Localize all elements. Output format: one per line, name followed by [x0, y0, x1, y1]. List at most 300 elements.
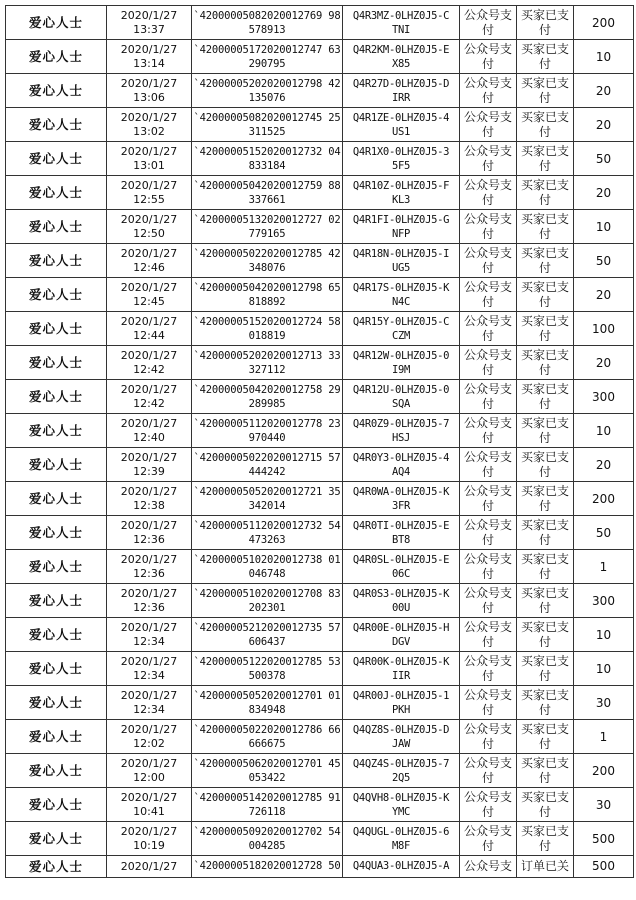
order-id-cell — [343, 652, 460, 686]
channel-cell — [460, 822, 517, 856]
time-text: 12:40 — [133, 430, 165, 444]
order-id-line1: Q4R0TI-0LHZ0J5-E — [352, 519, 450, 532]
channel-cell — [460, 482, 517, 516]
status-cell — [517, 414, 574, 448]
table-row — [6, 108, 634, 142]
date-text: 2020/1/27 — [120, 790, 178, 804]
amount-cell: 200 — [574, 6, 634, 40]
table-row — [6, 40, 634, 74]
channel-line2: 付 — [481, 22, 494, 37]
transaction-id-cell: `42000005182020012728 50 — [192, 856, 343, 878]
time-text: 12:55 — [133, 192, 165, 206]
order-id-line2: NFP — [391, 227, 411, 240]
channel-cell — [460, 448, 517, 482]
channel-line2: 付 — [481, 260, 494, 275]
transaction-id-line1: `42000005202020012798 42 — [193, 77, 341, 90]
order-id-line1: Q4QZ8S-0LHZ0J5-D — [352, 723, 450, 736]
status-cell — [517, 40, 574, 74]
donor-cell: 爱心人士 — [6, 312, 107, 346]
table-row — [6, 516, 634, 550]
amount-cell: 500 — [574, 856, 634, 878]
amount-cell: 30 — [574, 686, 634, 720]
table-row — [6, 550, 634, 584]
channel-line1: 公众号支 — [463, 347, 512, 362]
transaction-id-cell — [192, 584, 343, 618]
amount-cell: 200 — [574, 482, 634, 516]
status-line2: 付 — [538, 668, 551, 683]
order-id-line2: 00U — [391, 601, 411, 614]
status-line1: 买家已支 — [520, 279, 569, 294]
table-row — [6, 6, 634, 40]
transaction-id-line2: 018819 — [248, 329, 286, 342]
time-text: 12:00 — [133, 770, 165, 784]
status-cell — [517, 516, 574, 550]
status-cell — [517, 278, 574, 312]
channel-line1: 公众号支 — [463, 7, 512, 22]
transaction-id-line2: 289985 — [248, 397, 286, 410]
channel-cell — [460, 142, 517, 176]
status-line2: 付 — [538, 600, 551, 615]
order-id-cell — [343, 414, 460, 448]
transaction-id-line2: 500378 — [248, 669, 286, 682]
channel-line2: 付 — [481, 124, 494, 139]
channel-cell — [460, 176, 517, 210]
transaction-id-line2: 779165 — [248, 227, 286, 240]
donor-cell: 爱心人士 — [6, 346, 107, 380]
amount-cell: 300 — [574, 584, 634, 618]
order-id-line1: Q4QVH8-0LHZ0J5-K — [352, 791, 450, 804]
date-text: 2020/1/27 — [120, 552, 178, 566]
order-id-line1: Q4R2KM-0LHZ0J5-E — [352, 43, 450, 56]
channel-line2: 付 — [481, 328, 494, 343]
order-id-cell — [343, 618, 460, 652]
status-cell — [517, 380, 574, 414]
order-id-cell — [343, 244, 460, 278]
channel-cell — [460, 720, 517, 754]
donor-cell: 爱心人士 — [6, 618, 107, 652]
status-line1: 买家已支 — [520, 347, 569, 362]
order-id-line1: Q4R1X0-0LHZ0J5-3 — [352, 145, 450, 158]
status-line1: 买家已支 — [520, 687, 569, 702]
channel-cell — [460, 584, 517, 618]
channel-line1: 公众号支 — [463, 415, 512, 430]
order-id-cell — [343, 278, 460, 312]
amount-cell: 500 — [574, 822, 634, 856]
status-line1: 买家已支 — [520, 585, 569, 600]
status-line2: 付 — [538, 260, 551, 275]
order-id-cell — [343, 550, 460, 584]
transaction-id-line2: 818892 — [248, 295, 286, 308]
time-text: 12:36 — [133, 566, 165, 580]
transaction-id-line2: 606437 — [248, 635, 286, 648]
amount-cell: 10 — [574, 210, 634, 244]
time-text: 13:14 — [133, 56, 165, 70]
datetime-cell — [107, 244, 192, 278]
channel-cell — [460, 6, 517, 40]
status-cell — [517, 686, 574, 720]
datetime-cell — [107, 686, 192, 720]
amount-cell: 1 — [574, 550, 634, 584]
donor-cell: 爱心人士 — [6, 652, 107, 686]
donor-cell: 爱心人士 — [6, 6, 107, 40]
transaction-id-cell — [192, 346, 343, 380]
status-line2: 付 — [538, 498, 551, 513]
order-id-line1: Q4R3MZ-0LHZ0J5-C — [352, 9, 450, 22]
channel-cell — [460, 40, 517, 74]
transaction-id-cell — [192, 516, 343, 550]
channel-line2: 付 — [481, 566, 494, 581]
status-line1: 买家已支 — [520, 653, 569, 668]
transaction-id-line1: `42000005172020012747 63 — [193, 43, 341, 56]
table-row — [6, 448, 634, 482]
amount-cell: 20 — [574, 448, 634, 482]
donor-cell: 爱心人士 — [6, 448, 107, 482]
channel-cell — [460, 108, 517, 142]
status-line1: 买家已支 — [520, 313, 569, 328]
transaction-id-cell — [192, 652, 343, 686]
channel-line1: 公众号支 — [463, 41, 512, 56]
datetime-cell — [107, 6, 192, 40]
channel-line1: 公众号支 — [463, 109, 512, 124]
order-id-line1: Q4R10Z-0LHZ0J5-F — [352, 179, 450, 192]
datetime-cell — [107, 108, 192, 142]
datetime-cell — [107, 312, 192, 346]
amount-cell: 20 — [574, 346, 634, 380]
order-id-line1: Q4R17S-0LHZ0J5-K — [352, 281, 450, 294]
order-id-line2: X85 — [391, 57, 411, 70]
order-id-line2: CZM — [391, 329, 411, 342]
transaction-id-line2: 202301 — [248, 601, 286, 614]
order-id-cell — [343, 584, 460, 618]
status-line1: 买家已支 — [520, 75, 569, 90]
status-line2: 付 — [538, 396, 551, 411]
transaction-id-line1: `42000005122020012785 53 — [193, 655, 341, 668]
table-row — [6, 414, 634, 448]
time-text: 12:34 — [133, 634, 165, 648]
transaction-id-line2: 970440 — [248, 431, 286, 444]
order-id-line1: Q4R15Y-0LHZ0J5-C — [352, 315, 450, 328]
channel-cell — [460, 244, 517, 278]
table-row — [6, 244, 634, 278]
channel-cell — [460, 516, 517, 550]
table-row — [6, 312, 634, 346]
order-id-line2: 2Q5 — [391, 771, 411, 784]
date-text: 2020/1/27 — [120, 688, 178, 702]
status-line2: 付 — [538, 90, 551, 105]
order-id-line1: Q4R12W-0LHZ0J5-0 — [352, 349, 450, 362]
channel-line2: 付 — [481, 90, 494, 105]
datetime-cell — [107, 74, 192, 108]
date-text: 2020/1/27 — [120, 42, 178, 56]
channel-cell — [460, 652, 517, 686]
time-text: 12:44 — [133, 328, 165, 342]
transaction-id-line1: `42000005042020012759 88 — [193, 179, 341, 192]
transaction-id-line1: `42000005082020012745 25 — [193, 111, 341, 124]
status-cell — [517, 550, 574, 584]
donor-cell: 爱心人士 — [6, 516, 107, 550]
transaction-id-line1: `42000005152020012732 04 — [193, 145, 341, 158]
order-id-cell — [343, 142, 460, 176]
transaction-id-line1: `42000005042020012798 65 — [193, 281, 341, 294]
datetime-cell — [107, 380, 192, 414]
date-text: 2020/1/27 — [120, 110, 178, 124]
amount-cell: 30 — [574, 788, 634, 822]
donor-cell: 爱心人士 — [6, 822, 107, 856]
amount-cell: 20 — [574, 176, 634, 210]
transaction-id-line2: 348076 — [248, 261, 286, 274]
order-id-cell — [343, 108, 460, 142]
status-line2: 付 — [538, 838, 551, 853]
transaction-id-line1: `42000005202020012713 33 — [193, 349, 341, 362]
status-line2: 付 — [538, 770, 551, 785]
transaction-id-cell — [192, 74, 343, 108]
order-id-cell — [343, 210, 460, 244]
transaction-id-line1: `42000005212020012735 57 — [193, 621, 341, 634]
status-line1: 买家已支 — [520, 619, 569, 634]
amount-cell: 10 — [574, 618, 634, 652]
status-cell — [517, 482, 574, 516]
datetime-cell — [107, 414, 192, 448]
order-id-cell — [343, 176, 460, 210]
order-id-line2: DGV — [391, 635, 411, 648]
transaction-id-line2: 444242 — [248, 465, 286, 478]
order-id-cell — [343, 482, 460, 516]
transaction-id-cell — [192, 380, 343, 414]
time-text: 12:02 — [133, 736, 165, 750]
donor-cell: 爱心人士 — [6, 380, 107, 414]
time-text: 12:42 — [133, 362, 165, 376]
amount-cell: 50 — [574, 516, 634, 550]
transaction-id-line2: 834948 — [248, 703, 286, 716]
donor-cell: 爱心人士 — [6, 40, 107, 74]
transaction-id-cell — [192, 822, 343, 856]
time-text: 12:36 — [133, 532, 165, 546]
status-line2: 付 — [538, 124, 551, 139]
channel-line1: 公众号支 — [463, 483, 512, 498]
status-line1: 买家已支 — [520, 551, 569, 566]
transaction-id-cell — [192, 6, 343, 40]
order-id-line1: Q4R1ZE-0LHZ0J5-4 — [352, 111, 450, 124]
order-id-line2: M8F — [391, 839, 411, 852]
table-row — [6, 652, 634, 686]
datetime-cell — [107, 142, 192, 176]
order-id-cell — [343, 448, 460, 482]
order-id-line1: Q4R18N-0LHZ0J5-I — [352, 247, 450, 260]
status-cell — [517, 312, 574, 346]
order-id-line1: Q4QZ4S-0LHZ0J5-7 — [352, 757, 450, 770]
transaction-id-line2: 053422 — [248, 771, 286, 784]
date-text: 2020/1/27 — [120, 756, 178, 770]
time-text: 12:34 — [133, 702, 165, 716]
order-id-line2: SQA — [391, 397, 411, 410]
donor-cell: 爱心人士 — [6, 584, 107, 618]
datetime-cell — [107, 788, 192, 822]
order-id-line2: TNI — [391, 23, 411, 36]
transaction-id-line2: 004285 — [248, 839, 286, 852]
status-line1: 买家已支 — [520, 177, 569, 192]
date-text: 2020/1/27 — [120, 518, 178, 532]
channel-cell — [460, 74, 517, 108]
date-text: 2020/1/27 — [120, 144, 178, 158]
channel-line1: 公众号支 — [463, 823, 512, 838]
transaction-id-line2: 135076 — [248, 91, 286, 104]
table-row — [6, 754, 634, 788]
channel-line1: 公众号支 — [463, 551, 512, 566]
channel-line2: 付 — [481, 634, 494, 649]
amount-cell: 50 — [574, 244, 634, 278]
status-cell — [517, 448, 574, 482]
transaction-id-cell — [192, 720, 343, 754]
channel-cell — [460, 380, 517, 414]
transaction-id-line1: `42000005022020012785 42 — [193, 247, 341, 260]
channel-cell: 公众号支 — [460, 856, 517, 878]
donor-cell: 爱心人士 — [6, 550, 107, 584]
date-text: 2020/1/27 — [120, 348, 178, 362]
status-line1: 买家已支 — [520, 483, 569, 498]
amount-cell: 10 — [574, 40, 634, 74]
channel-line1: 公众号支 — [463, 449, 512, 464]
channel-line1: 公众号支 — [463, 585, 512, 600]
table-row — [6, 278, 634, 312]
order-id-cell — [343, 40, 460, 74]
transaction-id-cell — [192, 414, 343, 448]
datetime-cell — [107, 720, 192, 754]
status-line2: 付 — [538, 22, 551, 37]
donor-cell: 爱心人士 — [6, 686, 107, 720]
status-cell — [517, 176, 574, 210]
transaction-id-cell — [192, 176, 343, 210]
channel-line1: 公众号支 — [463, 687, 512, 702]
transaction-id-line1: `42000005082020012769 98 — [193, 9, 341, 22]
datetime-cell — [107, 40, 192, 74]
transaction-id-cell — [192, 618, 343, 652]
order-id-line1: Q4R0WA-0LHZ0J5-K — [352, 485, 450, 498]
amount-cell: 1 — [574, 720, 634, 754]
donor-cell: 爱心人士 — [6, 142, 107, 176]
order-id-line2: 06C — [391, 567, 411, 580]
table-row — [6, 482, 634, 516]
transaction-id-line2: 666675 — [248, 737, 286, 750]
channel-line2: 付 — [481, 56, 494, 71]
time-text: 12:46 — [133, 260, 165, 274]
status-line1: 买家已支 — [520, 517, 569, 532]
datetime-cell — [107, 482, 192, 516]
transaction-id-line2: 327112 — [248, 363, 286, 376]
transaction-id-line2: 311525 — [248, 125, 286, 138]
datetime-cell — [107, 822, 192, 856]
transaction-id-line2: 473263 — [248, 533, 286, 546]
channel-line1: 公众号支 — [463, 619, 512, 634]
order-id-cell — [343, 380, 460, 414]
transaction-id-line1: `42000005102020012708 83 — [193, 587, 341, 600]
table-row — [6, 142, 634, 176]
channel-line1: 公众号支 — [463, 653, 512, 668]
table-row — [6, 788, 634, 822]
channel-cell — [460, 618, 517, 652]
order-id-cell — [343, 6, 460, 40]
transaction-id-line1: `42000005132020012727 02 — [193, 213, 341, 226]
status-line2: 付 — [538, 294, 551, 309]
channel-line1: 公众号支 — [463, 211, 512, 226]
date-text: 2020/1/27 — [120, 76, 178, 90]
datetime-cell: 2020/1/27 — [107, 856, 192, 878]
table-row — [6, 176, 634, 210]
channel-line1: 公众号支 — [463, 75, 512, 90]
amount-cell: 200 — [574, 754, 634, 788]
date-text: 2020/1/27 — [120, 280, 178, 294]
date-text: 2020/1/27 — [120, 620, 178, 634]
channel-line2: 付 — [481, 838, 494, 853]
amount-cell: 50 — [574, 142, 634, 176]
status-line1: 买家已支 — [520, 7, 569, 22]
status-line2: 付 — [538, 158, 551, 173]
transaction-id-cell — [192, 244, 343, 278]
transaction-id-cell — [192, 788, 343, 822]
table-row-last — [6, 856, 634, 878]
transaction-id-line2: 290795 — [248, 57, 286, 70]
datetime-cell — [107, 448, 192, 482]
channel-line2: 付 — [481, 226, 494, 241]
datetime-cell — [107, 754, 192, 788]
order-id-line2: HSJ — [391, 431, 411, 444]
datetime-cell — [107, 346, 192, 380]
transaction-id-cell — [192, 482, 343, 516]
datetime-cell — [107, 210, 192, 244]
date-text: 2020/1/27 — [120, 654, 178, 668]
channel-cell — [460, 278, 517, 312]
transaction-id-line1: `42000005142020012785 91 — [193, 791, 341, 804]
channel-line2: 付 — [481, 532, 494, 547]
order-id-line1: Q4R0Y3-0LHZ0J5-4 — [352, 451, 450, 464]
date-text: 2020/1/27 — [120, 416, 178, 430]
status-cell — [517, 822, 574, 856]
time-text: 12:42 — [133, 396, 165, 410]
order-id-line2: KL3 — [391, 193, 411, 206]
transaction-id-line2: 342014 — [248, 499, 286, 512]
channel-cell — [460, 686, 517, 720]
status-line2: 付 — [538, 464, 551, 479]
time-text: 10:19 — [133, 838, 165, 852]
order-id-line2: IRR — [391, 91, 411, 104]
time-text: 12:39 — [133, 464, 165, 478]
channel-line2: 付 — [481, 294, 494, 309]
table-row — [6, 822, 634, 856]
channel-line2: 付 — [481, 396, 494, 411]
order-id-cell — [343, 312, 460, 346]
transaction-id-line1: `42000005152020012724 58 — [193, 315, 341, 328]
transaction-id-line1: `42000005022020012715 57 — [193, 451, 341, 464]
status-cell — [517, 652, 574, 686]
channel-line2: 付 — [481, 498, 494, 513]
status-line1: 买家已支 — [520, 415, 569, 430]
donor-cell: 爱心人士 — [6, 720, 107, 754]
status-line2: 付 — [538, 634, 551, 649]
transaction-id-line1: `42000005092020012702 54 — [193, 825, 341, 838]
order-id-line2: IIR — [391, 669, 411, 682]
status-cell — [517, 244, 574, 278]
channel-cell — [460, 312, 517, 346]
status-cell — [517, 618, 574, 652]
donor-cell: 爱心人士 — [6, 856, 107, 878]
transaction-id-line1: `42000005042020012758 29 — [193, 383, 341, 396]
transaction-id-line1: `42000005052020012701 01 — [193, 689, 341, 702]
status-line2: 付 — [538, 362, 551, 377]
datetime-cell — [107, 584, 192, 618]
transaction-id-line2: 046748 — [248, 567, 286, 580]
status-cell — [517, 720, 574, 754]
status-line2: 付 — [538, 532, 551, 547]
order-id-line1: Q4R00J-0LHZ0J5-1 — [352, 689, 450, 702]
